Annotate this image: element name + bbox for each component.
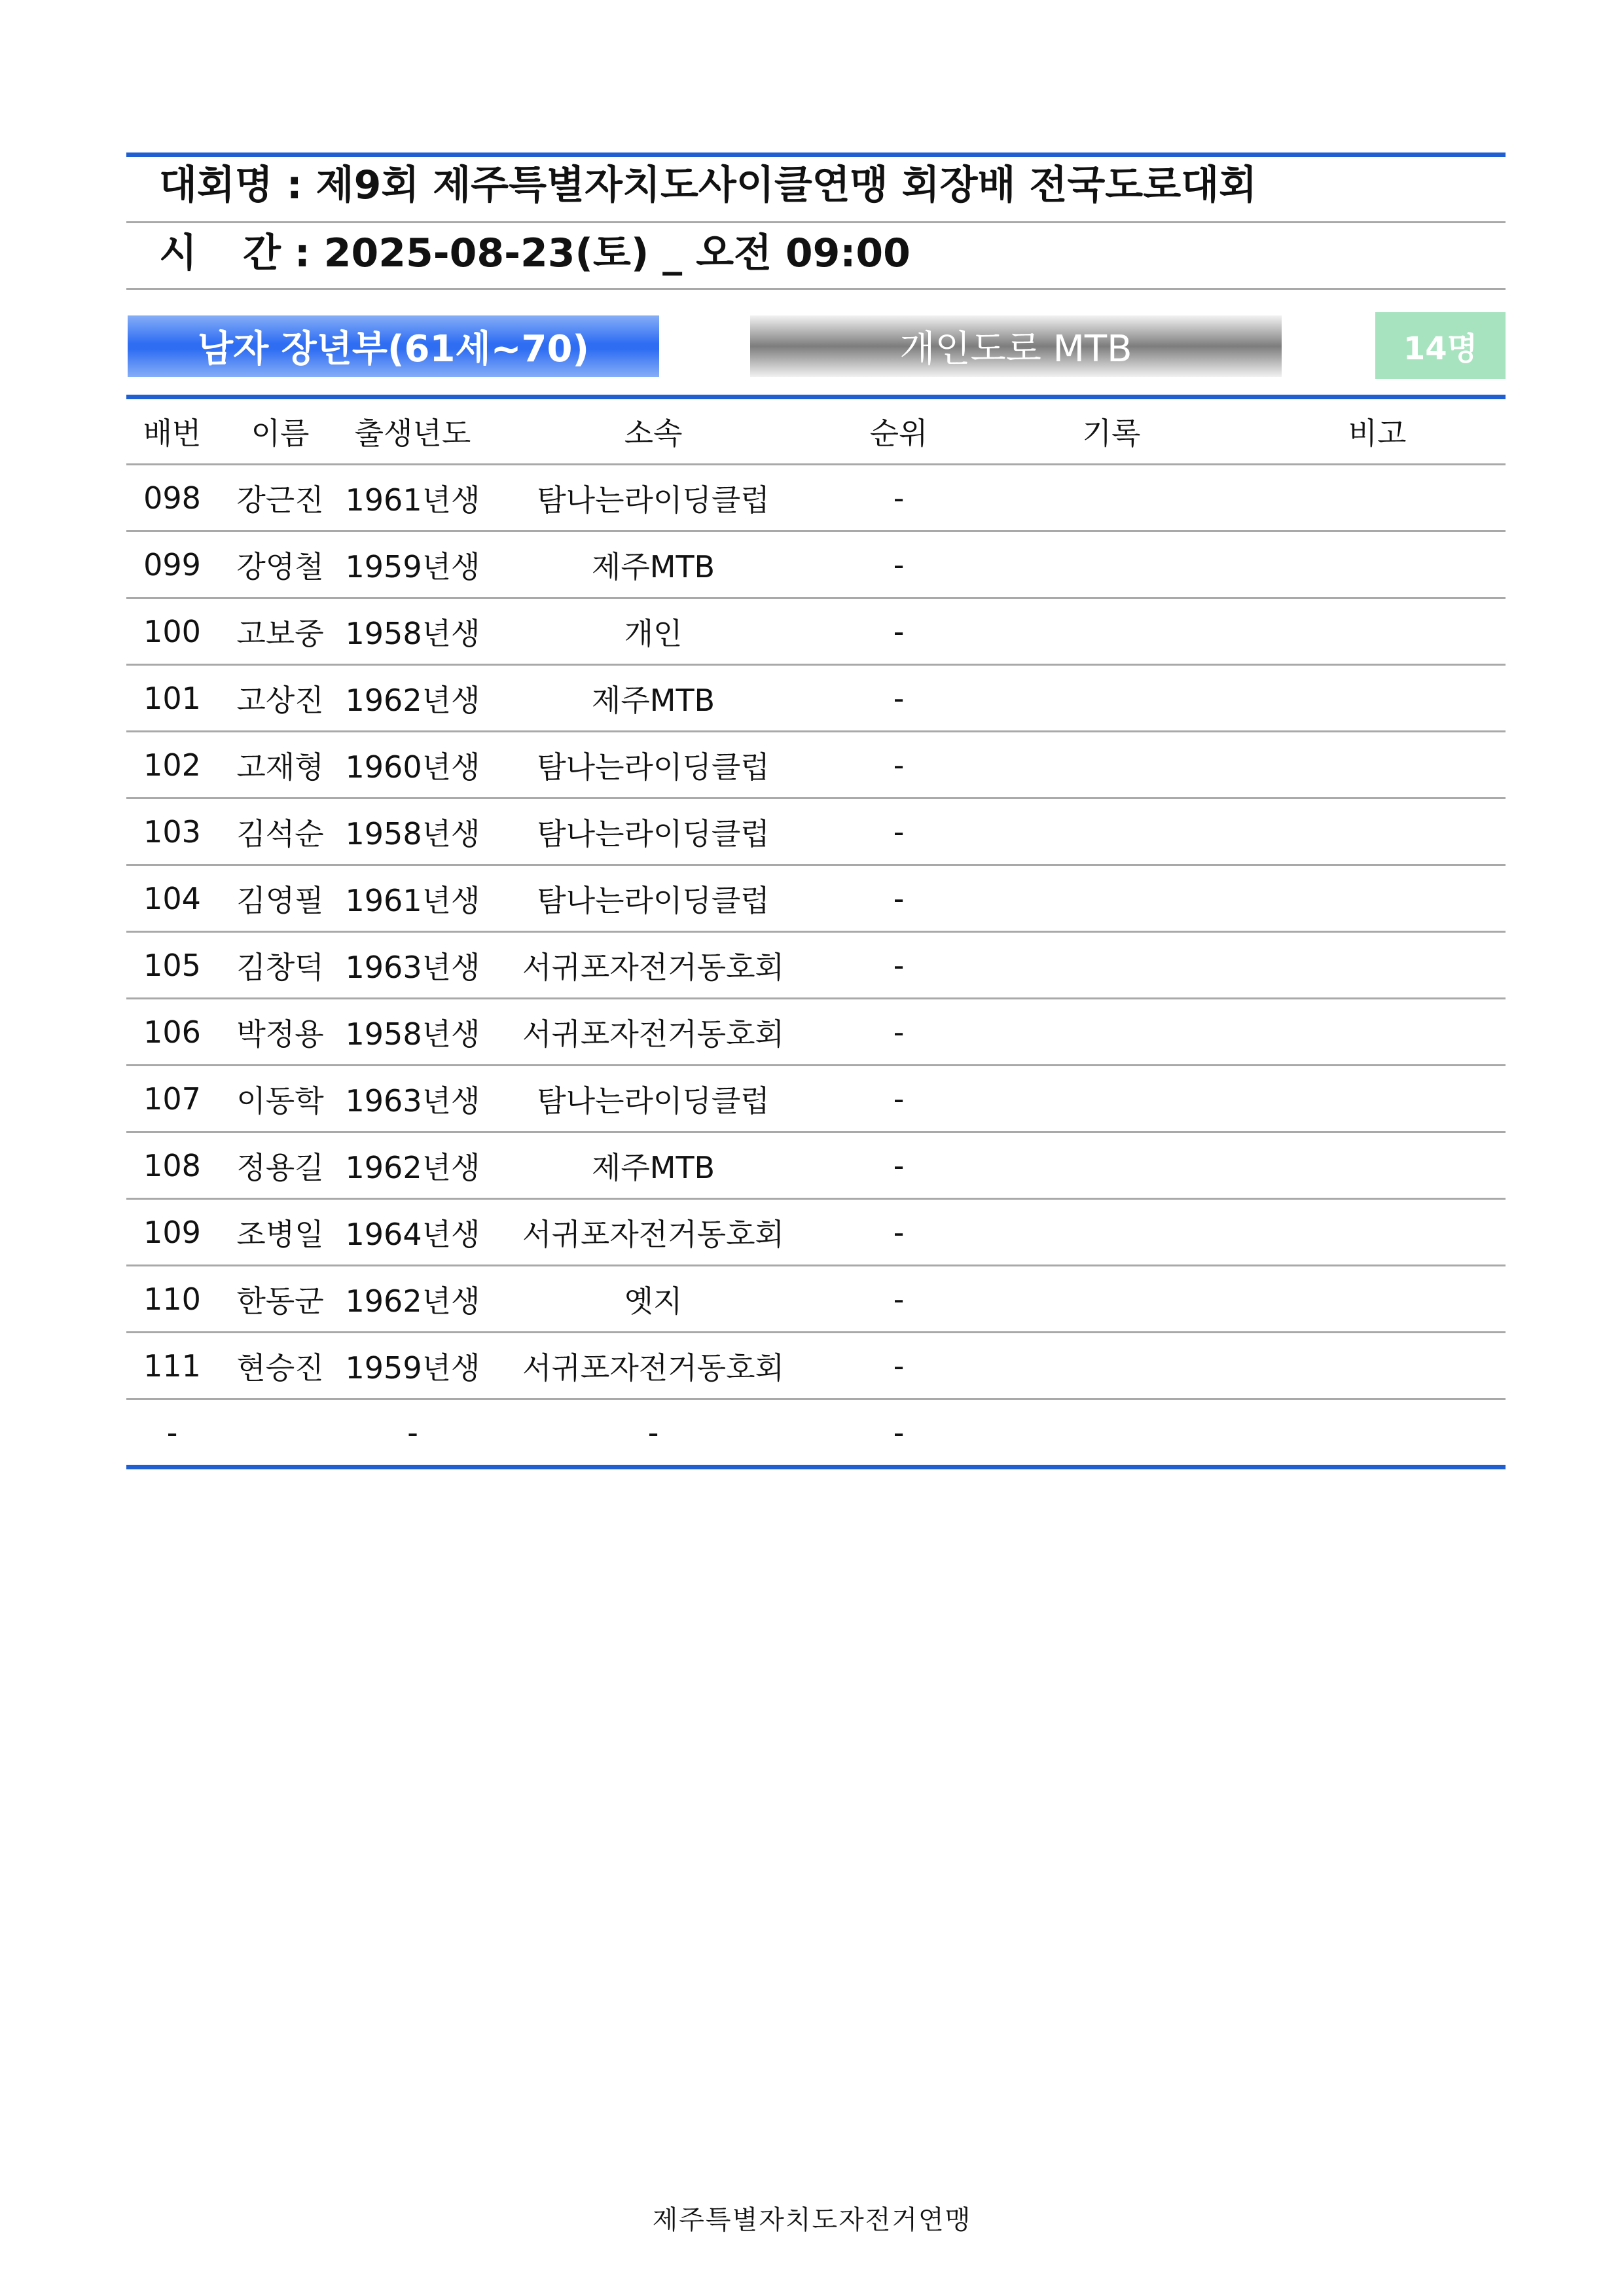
cell-note [1249,732,1506,797]
col-birth-year: 출생년도 [354,415,471,451]
cell-note [1249,1266,1506,1331]
cell-name: 고재형 [236,749,324,785]
cell-note [1249,465,1506,530]
header-divider-2 [126,288,1506,290]
cell-bib: 105 [143,947,201,983]
cell-birth-year: 1958년생 [345,615,480,651]
cell-team: - [647,1414,659,1450]
table-row [126,999,1506,1066]
cell-rank: - [893,747,905,783]
cell-rank: - [893,947,905,983]
cell-rank: - [893,1281,905,1317]
table-row [126,465,1506,532]
cell-record [974,1066,1249,1131]
cell-team: 서귀포자전거동호회 [522,949,784,985]
cell-note [1249,1400,1506,1465]
cell-rank: - [893,1014,905,1050]
cell-birth-year: 1963년생 [345,1083,480,1119]
cell-rank: - [893,480,905,516]
cell-name: 조병일 [236,1216,324,1252]
cell-team: 탐나는라이딩클럽 [537,882,770,918]
table-row [126,1066,1506,1133]
cell-record [974,1333,1249,1398]
cell-name: 한동군 [236,1283,324,1319]
cell-note [1249,799,1506,864]
table-row [126,666,1506,732]
cell-record [974,532,1249,597]
cell-record [974,866,1249,931]
cell-birth-year: 1961년생 [345,482,480,518]
table-header [126,399,1506,465]
cell-name: 김석순 [236,816,324,852]
table-row [126,1200,1506,1266]
table-row [126,1333,1506,1400]
event-title [159,162,1257,208]
cell-name: 이동학 [236,1083,324,1119]
cell-rank: - [893,814,905,850]
table-row [126,1266,1506,1333]
cell-team: 탐나는라이딩클럽 [537,482,770,518]
table-row [126,732,1506,799]
cell-name: 고보중 [236,615,324,651]
cell-bib: 106 [143,1014,201,1050]
table-row [126,532,1506,599]
cell-team: 탐나는라이딩클럽 [537,816,770,852]
cell-bib: 104 [143,880,201,916]
cell-name: 강영철 [236,548,324,584]
cell-note [1249,1133,1506,1198]
cell-team: 개인 [624,615,683,651]
cell-rank: - [893,1214,905,1250]
event-label: 대회명 : [159,162,316,208]
count-label: 14명 [1403,330,1478,367]
cell-bib: 111 [143,1348,201,1384]
cell-name: 정용길 [236,1149,324,1185]
cell-record [974,933,1249,997]
cell-record [974,599,1249,664]
cell-team: 제주MTB [591,1149,715,1185]
cell-birth-year: 1959년생 [345,1350,480,1386]
cell-birth-year: 1962년생 [345,1283,480,1319]
cell-rank: - [893,1414,905,1450]
cell-record [974,666,1249,730]
cell-birth-year: 1958년생 [345,1016,480,1052]
cell-rank: - [893,613,905,649]
cell-rank: - [893,880,905,916]
cell-bib: 100 [143,613,201,649]
cell-team: 제주MTB [591,682,715,718]
cell-record [974,1266,1249,1331]
cell-birth-year: 1964년생 [345,1216,480,1252]
col-note: 비고 [1348,415,1407,451]
cell-note [1249,666,1506,730]
col-record: 기록 [1082,415,1141,451]
cell-birth-year: 1959년생 [345,548,480,584]
cell-note [1249,1200,1506,1265]
count-badge [1375,312,1506,379]
cell-record [974,1133,1249,1198]
table-row [126,1133,1506,1200]
table-row [126,599,1506,666]
cell-record [974,999,1249,1064]
cell-team: 서귀포자전거동호회 [522,1216,784,1252]
cell-bib: 102 [143,747,201,783]
cell-bib: 108 [143,1147,201,1183]
cell-bib: - [166,1414,178,1450]
event-name: 제9회 제주특별자치도사이클연맹 회장배 전국도로대회 [316,162,1257,208]
cell-rank: - [893,547,905,583]
top-blue-rule [126,152,1506,157]
cell-bib: 107 [143,1081,201,1117]
cell-birth-year: 1961년생 [345,882,480,918]
cell-team: 옛지 [624,1283,683,1319]
cell-rank: - [893,1081,905,1117]
cell-rank: - [893,680,905,716]
col-name: 이름 [251,415,310,451]
cell-name: 김영필 [236,882,324,918]
cell-bib: 098 [143,480,201,516]
cell-birth-year: 1958년생 [345,816,480,852]
time-label-1: 시 [159,230,197,276]
col-rank: 순위 [869,415,928,451]
cell-note [1249,1066,1506,1131]
cell-team: 서귀포자전거동호회 [522,1350,784,1386]
cell-record [974,1200,1249,1265]
cell-bib: 101 [143,680,201,716]
cell-record [974,732,1249,797]
col-bib: 배번 [143,415,202,451]
cell-note [1249,999,1506,1064]
race-label: 개인도로 MTB [899,328,1132,370]
cell-note [1249,866,1506,931]
cell-team: 서귀포자전거동호회 [522,1016,784,1052]
division-label: 남자 장년부(61세~70) [197,328,590,370]
table-bottom-rule [126,1465,1506,1469]
cell-bib: 103 [143,814,201,850]
cell-team: 탐나는라이딩클럽 [537,749,770,785]
time-label-2: 간 : [242,230,324,276]
cell-birth-year: - [407,1414,418,1450]
cell-name: 박정용 [236,1016,324,1052]
table-row [126,933,1506,999]
cell-record [974,465,1249,530]
table-row [126,799,1506,866]
cell-note [1249,933,1506,997]
event-time [159,230,911,276]
cell-rank: - [893,1348,905,1384]
cell-name: 현승진 [236,1350,324,1386]
cell-name [218,1400,342,1465]
cell-name: 고상진 [236,682,324,718]
cell-team: 탐나는라이딩클럽 [537,1083,770,1119]
cell-team: 제주MTB [591,548,715,584]
cell-birth-year: 1962년생 [345,1149,480,1185]
cell-bib: 109 [143,1214,201,1250]
cell-note [1249,1333,1506,1398]
cell-birth-year: 1962년생 [345,682,480,718]
cell-name: 김창덕 [236,949,324,985]
cell-birth-year: 1963년생 [345,949,480,985]
cell-record [974,1400,1249,1465]
division-badge [128,315,659,377]
cell-name: 강근진 [236,482,324,518]
cell-note [1249,599,1506,664]
footer-org: 제주특별자치도자전거연맹 [652,2205,972,2235]
cell-bib: 110 [143,1281,201,1317]
table-row [126,866,1506,933]
cell-rank: - [893,1147,905,1183]
race-badge [750,315,1282,377]
header-divider [126,221,1506,223]
time-value: 2025-08-23(토) _ 오전 09:00 [323,230,911,276]
cell-record [974,799,1249,864]
cell-bib: 099 [143,547,201,583]
col-team: 소속 [624,415,683,451]
cell-birth-year: 1960년생 [345,749,480,785]
table-row [126,1400,1506,1467]
cell-note [1249,532,1506,597]
